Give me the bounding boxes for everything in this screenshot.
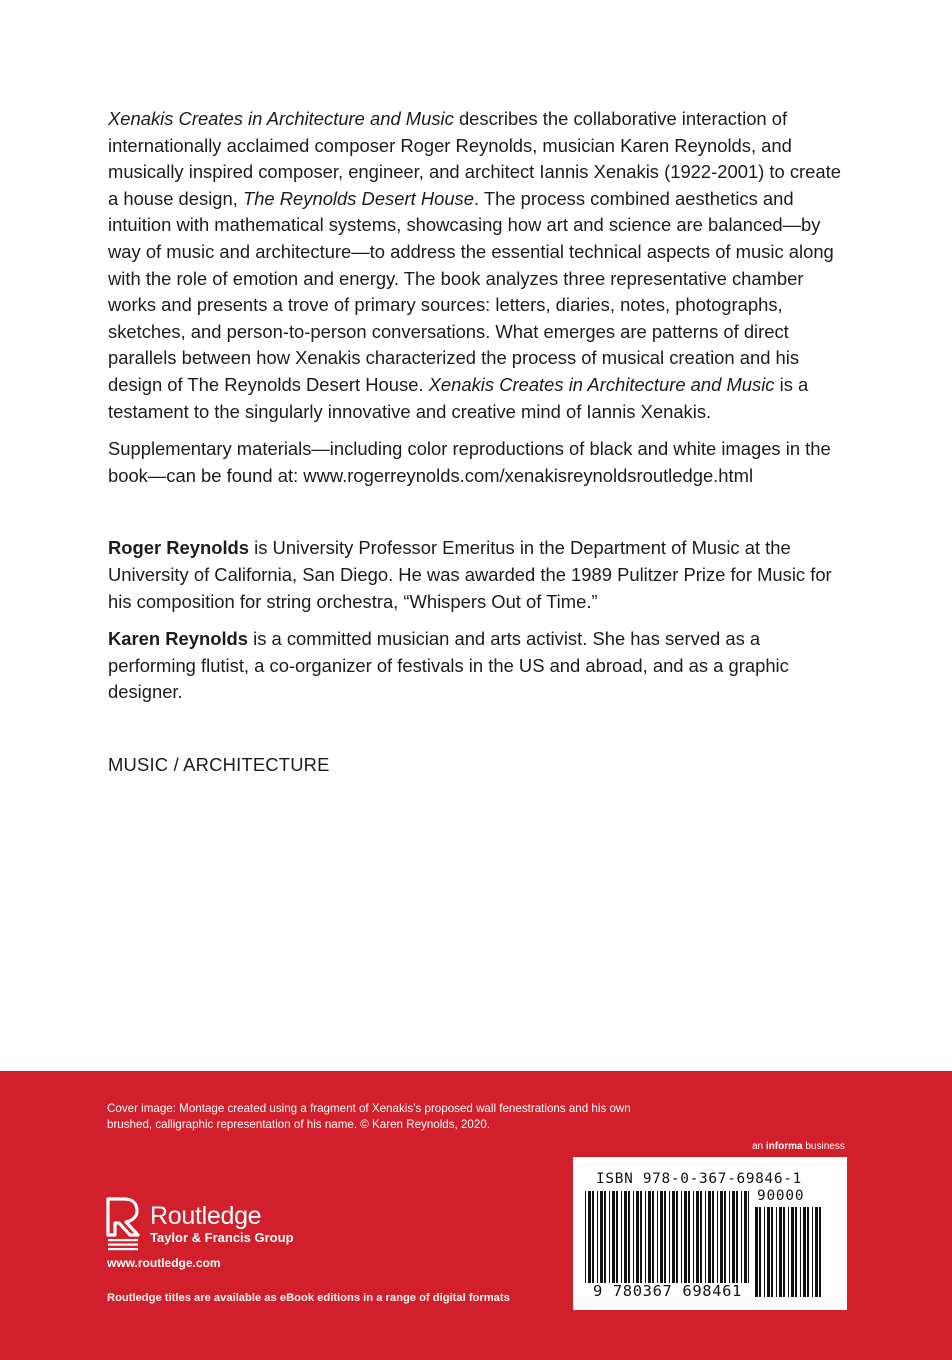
author-bio-text-roger: is University Professor Emeritus in the Department of Music at the University of California, San Diego. He was awarded the 1989 Pulitzer Prize for Music for his composition for string orchestra, “Whispers Out of Time.” — [108, 537, 832, 612]
cover-credit: Cover image: Montage created using a fragment of Xenakis’s proposed wall fenestrations and his own brushed, calligraphic representation of his name. © Karen Reynolds, 2020. — [107, 1102, 631, 1131]
informa-prefix: an — [752, 1141, 766, 1152]
routledge-logo-icon — [104, 1197, 144, 1255]
publisher-group: Taylor & Francis Group — [150, 1230, 294, 1245]
book-title: Xenakis Creates in Architecture and Music — [108, 108, 454, 129]
description-text-3: is a testament to the singularly innovative and creative mind of Iannis Xenakis. — [108, 373, 809, 422]
publisher-brand — [150, 1201, 294, 1246]
description-paragraph — [108, 106, 848, 425]
subject-category: MUSIC / ARCHITECTURE — [108, 753, 330, 775]
author-bio-roger — [108, 535, 848, 615]
description-text-2: . The process combined aesthetics and intuition with mathematical systems, showcasing how art and science are balanced—by way of music and architecture—to address the essential technical aspects of music along with the role of emotion and energy. The book analyzes three representative chamber works and presents a trove of primary sources: letters, diaries, notes, photographs, sketches, and person-to-person conversations. What emerges are patterns of direct parallels between how Xenakis characterized the process of musical creation and his design of The Reynolds Desert House. — [108, 187, 834, 395]
isbn-text: ISBN 978-0-367-69846-1 — [596, 1171, 803, 1187]
description-text-1: describes the collaborative interaction of internationally acclaimed composer Roger Reynolds, musician Karen Reynolds, and musically inspired composer, engineer, and architect Iannis Xenakis (1922-2001) to create a house design, — [108, 108, 841, 209]
publisher-name: Routledge — [150, 1202, 262, 1230]
supplementary-paragraph: Supplementary materials—including color reproductions of black and white images in the book—can be found at: www.rogerreynolds.com/xenakisreynoldsroutledge.html — [108, 438, 831, 486]
ean-digits: 9 780367 698461 — [593, 1282, 742, 1300]
publisher-url: www.routledge.com — [107, 1256, 221, 1270]
author-name-karen: Karen Reynolds — [108, 628, 249, 650]
book-title-repeat: Xenakis Creates in Architecture and Music — [428, 373, 775, 395]
informa-brand: informa — [765, 1141, 803, 1152]
informa-tagline — [752, 1140, 845, 1154]
back-cover-text — [108, 106, 848, 778]
house-title: The Reynolds Desert House — [242, 187, 474, 209]
informa-suffix: business — [802, 1141, 845, 1152]
author-name-roger: Roger Reynolds — [108, 537, 250, 559]
author-bio-text-karen: is a committed musician and arts activist. She has served as a performing flutist, a co-organizer of festivals in the US and abroad, and as a graphic designer. — [108, 628, 789, 703]
author-bio-karen — [108, 626, 848, 706]
addon-digits: 90000 — [757, 1188, 805, 1204]
ebook-note: Routledge titles are available as eBook editions in a range of digital formats — [107, 1292, 510, 1304]
